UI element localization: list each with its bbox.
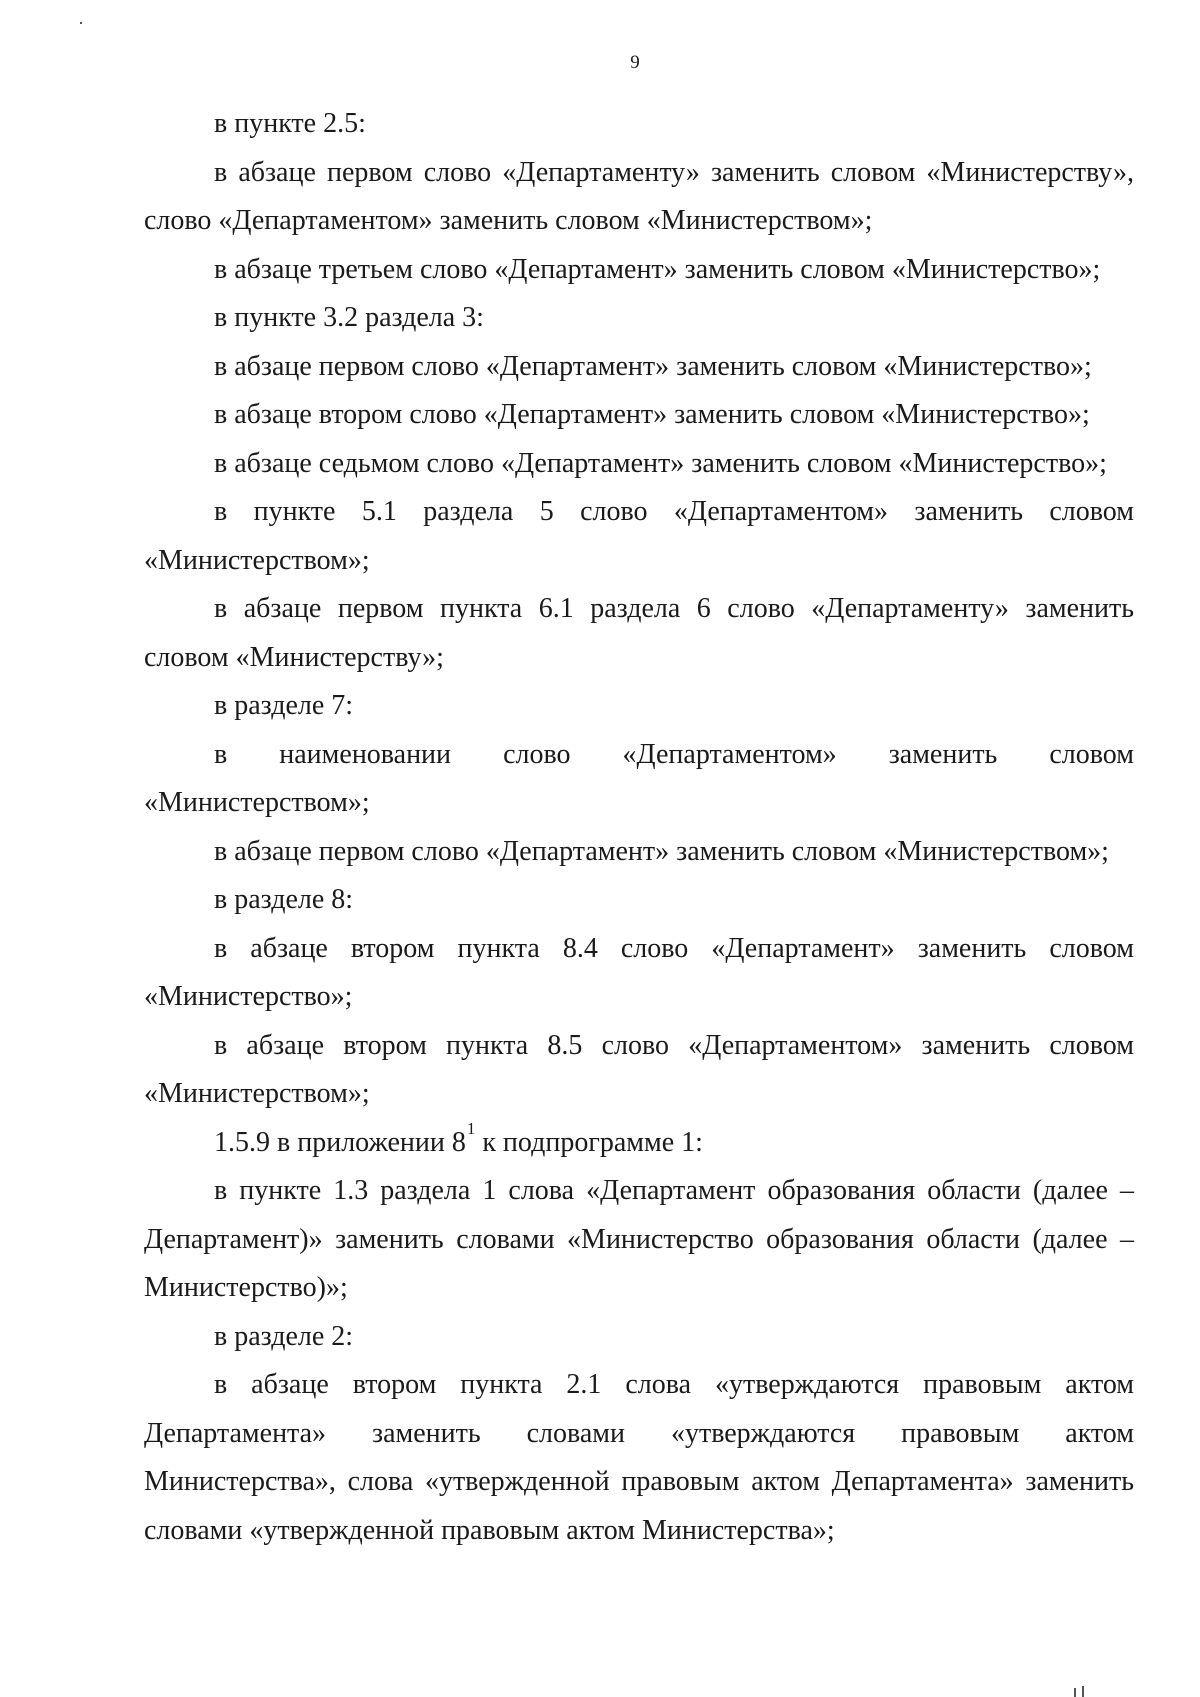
paragraph: в абзаце первом слово «Департамент» заменить словом «Министерством»; — [214, 835, 1109, 867]
appendix-superscript: 1 — [466, 1119, 476, 1139]
paragraph: в пункте 1.3 раздела 1 слова «Департамент образования области (далее – Департамент)» заменить словами «Министерство образования области (далее – Министерство)»; — [144, 1175, 1134, 1303]
scan-speck — [1074, 1688, 1076, 1697]
paragraph-appendix-heading — [144, 1119, 1134, 1168]
paragraph: в абзаце втором слово «Департамент» заменить словом «Министерство»; — [214, 399, 1090, 430]
paragraph: в наименовании слово «Департаментом» заменить словом «Министерством»; — [144, 738, 1134, 818]
paragraph: в абзаце первом пункта 6.1 раздела 6 слово «Департаменту» заменить словом «Министерству»; — [144, 593, 1134, 673]
paragraph: в разделе 8: — [214, 884, 354, 915]
paragraph: в пункте 2.5: — [214, 108, 366, 139]
paragraph: в абзаце третьем слово «Департамент» заменить словом «Министерство»; — [214, 253, 1101, 285]
paragraph: в абзаце втором пункта 2.1 слова «утверждаются правовым актом Департамента» заменить словами «утверждаются правовым актом Министерства», слова «утвержденной правовым актом Департамента» заменить словами «утвержденной правовым актом Министерства»; — [144, 1369, 1134, 1546]
scan-speck — [80, 22, 82, 24]
paragraph: в разделе 7: — [214, 690, 354, 721]
appendix-heading-start: 1.5.9 в приложении 8 — [214, 1126, 466, 1158]
paragraph: в абзаце седьмом слово «Департамент» заменить словом «Министерство»; — [214, 447, 1107, 479]
paragraph: в разделе 2: — [214, 1320, 354, 1352]
paragraph: в абзаце втором пункта 8.5 слово «Департаментом» заменить словом «Министерством»; — [144, 1029, 1134, 1109]
appendix-heading-end: к подпрограмме 1: — [475, 1126, 703, 1158]
paragraph: в абзаце первом слово «Департамент» заменить словом «Министерство»; — [214, 350, 1092, 382]
paragraph: в абзаце первом слово «Департаменту» заменить словом «Министерству», слово «Департаментом» заменить словом «Министерством»; — [144, 156, 1134, 236]
page-number: 9 — [630, 52, 640, 73]
scan-speck — [1082, 1686, 1084, 1697]
paragraph: в пункте 3.2 раздела 3: — [214, 302, 484, 333]
paragraph: в пункте 5.1 раздела 5 слово «Департаментом» заменить словом «Министерством»; — [144, 496, 1134, 576]
document-body — [144, 100, 1134, 1555]
paragraph: в абзаце втором пункта 8.4 слово «Департамент» заменить словом «Министерство»; — [144, 932, 1134, 1012]
